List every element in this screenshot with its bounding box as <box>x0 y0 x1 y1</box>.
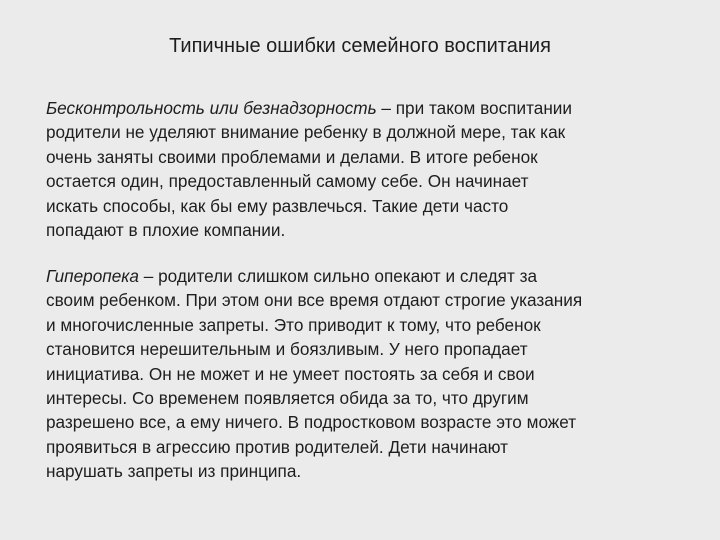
definition-text: – родители слишком сильно опекают и следят за <box>138 266 538 286</box>
paragraph-line: и многочисленные запреты. Это приводит к тому, что ребенок <box>46 314 541 335</box>
paragraph-line: разрешено все, а ему ничего. В подростковом возрасте это может <box>46 412 577 433</box>
slide-title: Типичные ошибки семейного воспитания <box>169 35 551 57</box>
term-lack-of-control: Бесконтрольность или безнадзорность <box>46 98 377 118</box>
paragraph-line: очень заняты своими проблемами и делами. В итоге ребенок <box>46 146 538 167</box>
paragraph-line: своим ребенком. При этом они все время отдают строгие указания <box>46 290 583 311</box>
paragraph-lack-of-control <box>46 96 686 242</box>
paragraph-line: становится нерешительным и боязливым. У него пропадает <box>46 339 528 360</box>
paragraph-line: проявиться в агрессию против родителей. Дети начинают <box>46 436 509 457</box>
paragraph-line: попадают в плохие компании. <box>46 220 286 241</box>
paragraph-line: нарушать запреты из принципа. <box>46 461 302 482</box>
paragraph-line: искать способы, как бы ему развлечься. Такие дети часто <box>46 195 509 216</box>
paragraph-overprotection <box>46 264 686 484</box>
paragraph-line <box>46 96 686 120</box>
paragraph-line <box>46 264 686 288</box>
term-overprotection: Гиперопека <box>46 266 139 286</box>
paragraph-line: инициатива. Он не может и не умеет постоять за себя и свои <box>46 363 535 384</box>
paragraph-line: остается один, предоставленный самому себе. Он начинает <box>46 171 529 192</box>
paragraph-line: родители не уделяют внимание ребенку в должной мере, так как <box>46 122 566 143</box>
definition-text: – при таком воспитании <box>376 98 573 118</box>
paragraph-line: интересы. Со временем появляется обида за то, что другим <box>46 388 529 409</box>
